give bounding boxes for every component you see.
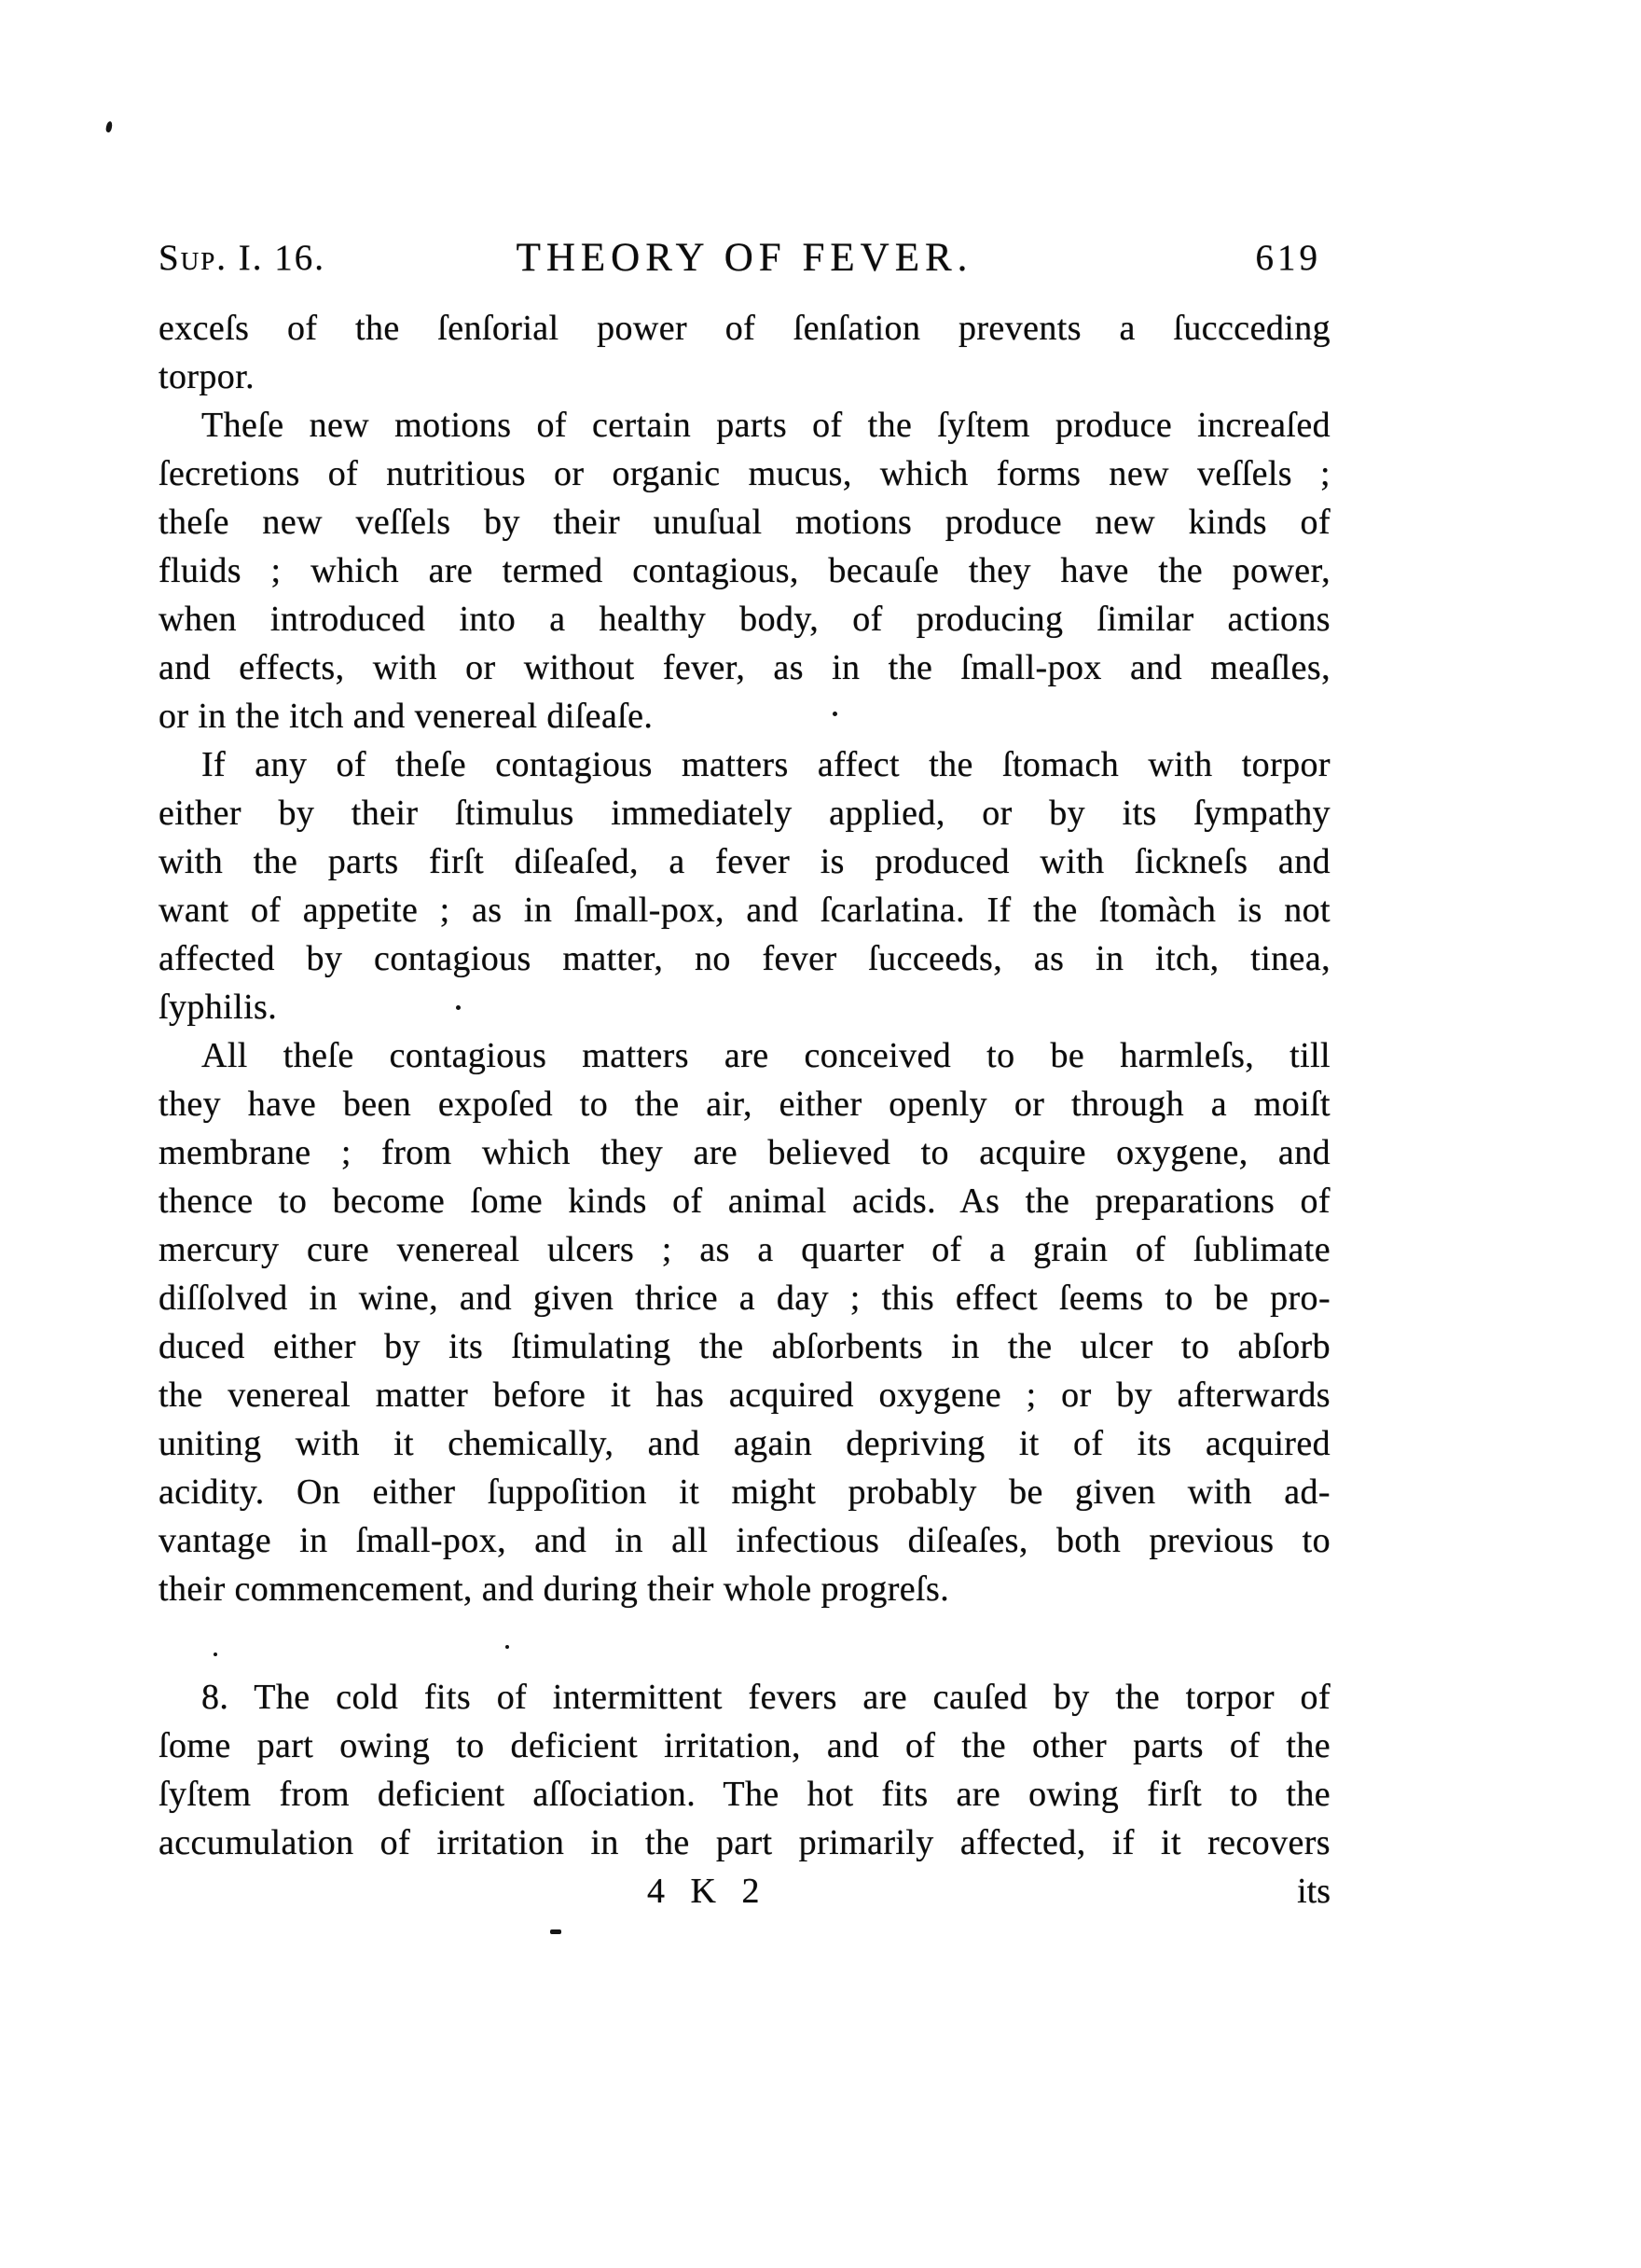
text-line: thence to become ſome kinds of animal acids. As the preparations of <box>159 1182 1331 1221</box>
text-line: torpor. <box>159 357 255 396</box>
ink-speck <box>105 121 113 133</box>
text-line: duced either by its ſtimulating the abſorbents in the ulcer to abſorb <box>159 1327 1331 1366</box>
text-line: All theſe contagious matters are conceived to be harmleſs, till <box>201 1036 1331 1075</box>
running-title: THEORY OF FEVER. <box>516 236 973 280</box>
text-line: affected by contagious matter, no fever ſucceeds, as in itch, tinea, <box>159 939 1331 978</box>
text-line: fluids ; which are termed contagious, becauſe they have the power, <box>159 551 1331 590</box>
text-line: the venereal matter before it has acquired oxygene ; or by afterwards <box>159 1376 1331 1415</box>
text-line: uniting with it chemically, and again depriving it of its acquired <box>159 1424 1331 1463</box>
page-number: 619 <box>1255 238 1321 278</box>
text-line: their commencement, and during their whole progreſs. <box>159 1570 950 1609</box>
ink-speck <box>456 1005 461 1010</box>
text-line: diſſolved in wine, and given thrice a day ; this effect ſeems to be pro- <box>159 1279 1331 1318</box>
text-line: accumulation of irritation in the part primarily affected, if it recovers <box>159 1823 1331 1862</box>
text-line: ſyſtem from deficient aſſociation. The hot fits are owing firſt to the <box>159 1775 1331 1814</box>
text-line: ſome part owing to deficient irritation, and of the other parts of the <box>159 1726 1331 1765</box>
page-body <box>159 304 1331 1867</box>
text-line: theſe new veſſels by their unuſual motions produce new kinds of <box>159 503 1331 542</box>
ink-speck <box>214 1653 217 1656</box>
text-line: mercury cure venereal ulcers ; as a quarter of a grain of ſublimate <box>159 1230 1331 1269</box>
text-line: ſecretions of nutritious or organic mucus, which forms new veſſels ; <box>159 454 1331 493</box>
text-line: If any of theſe contagious matters affect the ſtomach with torpor <box>201 745 1331 784</box>
text-line: or in the itch and venereal diſeaſe. <box>159 697 654 736</box>
text-line: when introduced into a healthy body, of producing ſimilar actions <box>159 600 1331 639</box>
catchword: its <box>1297 1872 1331 1911</box>
text-line: with the parts firſt diſeaſed, a fever is produced with ſickneſs and <box>159 842 1331 881</box>
text-line: vantage in ſmall-pox, and in all infectious diſeaſes, both previous to <box>159 1521 1331 1560</box>
text-line: Theſe new motions of certain parts of the ſyſtem produce increaſed <box>201 406 1331 445</box>
section-label: Sup. I. 16. <box>159 238 325 278</box>
ink-speck <box>505 1645 509 1649</box>
text-line: ſyphilis. <box>159 988 278 1027</box>
signature-mark: 4 K 2 <box>647 1872 768 1911</box>
text-line: acidity. On either ſuppoſition it might probably be given with ad- <box>159 1473 1331 1512</box>
paragraph-gap <box>159 1613 1331 1673</box>
text-line: want of appetite ; as in ſmall-pox, and ſcarlatina. If the ſtomàch is not <box>159 891 1331 930</box>
text-line: membrane ; from which they are believed to acquire oxygene, and <box>159 1133 1331 1172</box>
text-line: either by their ſtimulus immediately applied, or by its ſympathy <box>159 794 1331 833</box>
text-line: they have been expoſed to the air, either openly or through a moiſt <box>159 1085 1331 1124</box>
ink-speck <box>550 1929 561 1934</box>
text-line: and effects, with or without fever, as in the ſmall-pox and meaſles, <box>159 648 1331 687</box>
text-line: exceſs of the ſenſorial power of ſenſation prevents a ſuccceding <box>159 309 1331 348</box>
page-header <box>159 235 1331 282</box>
ink-speck <box>833 712 837 716</box>
text-line: 8. The cold fits of intermittent fevers are cauſed by the torpor of <box>201 1678 1331 1717</box>
